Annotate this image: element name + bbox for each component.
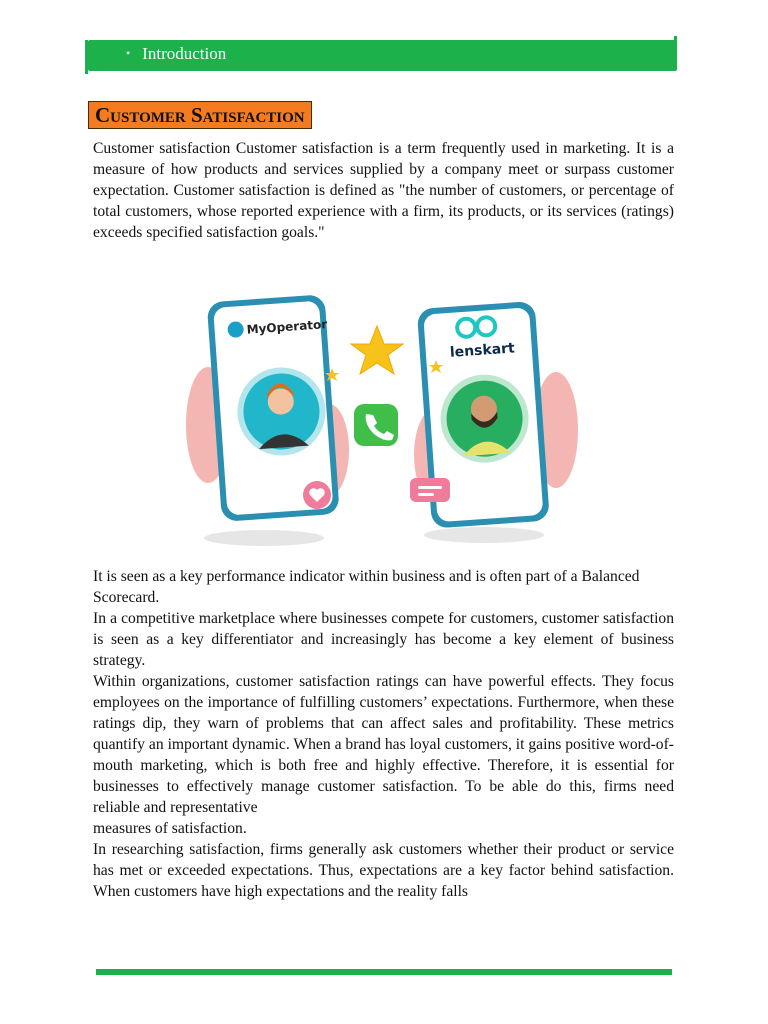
footer-bar — [96, 969, 672, 975]
body-paragraph-5: In researching satisfaction, firms generally ask customers whether their product or service has met or exceeded expectations. Thus, expectations are a key factor behind satisfaction. When customers have high expectations and the reality falls — [93, 841, 674, 900]
body-paragraph-4: measures of satisfaction. — [93, 820, 247, 837]
body-paragraph-2: In a competitive marketplace where businesses compete for customers, customer satisfaction is seen as a key differentiator and increasingly has become a key element of business strategy. — [93, 610, 674, 669]
left-brand-label: MyOperator — [246, 317, 328, 337]
header-nav-item[interactable] — [126, 44, 226, 64]
section-heading: Customer Satisfaction — [88, 101, 312, 129]
body-text — [93, 566, 674, 902]
body-paragraph-3: Within organizations, customer satisfaction ratings can have powerful effects. They focus employees on the importance of fulfilling customers’ expectations. Furthermore, when these ratings dip, they warn of problems that can affect sales and profitability. These metrics quantify an important dynamic. When a brand has loyal customers, it gains positive word-of-mouth marketing, which is both free and highly effective. Therefore, it is essential for businesses to effectively manage customer satisfaction. To be able do this, firms need reliable and representative — [93, 673, 674, 816]
right-brand-label: lenskart — [449, 340, 516, 361]
bullet-icon: • — [126, 46, 131, 60]
header-title: Introduction — [142, 44, 227, 63]
heart-icon — [303, 481, 331, 509]
customer-call-illustration — [184, 290, 584, 560]
body-paragraph-1: It is seen as a key performance indicator within business and is often part of a Balanced Scorecard. — [93, 568, 640, 606]
chat-bubble-icon — [410, 478, 450, 502]
header-bar — [88, 40, 677, 71]
phone-call-icon — [354, 404, 398, 446]
star-icon — [351, 326, 403, 374]
intro-paragraph: Customer satisfaction Customer satisfaction is a term frequently used in marketing. It is a measure of how products and services supplied by a company meet or surpass customer expectation. Customer satisfaction is defined as "the number of customers, or percentage of total customers, whose reported experience with a firm, its products, or its services (ratings) exceeds specified satisfaction goals." — [93, 140, 674, 241]
